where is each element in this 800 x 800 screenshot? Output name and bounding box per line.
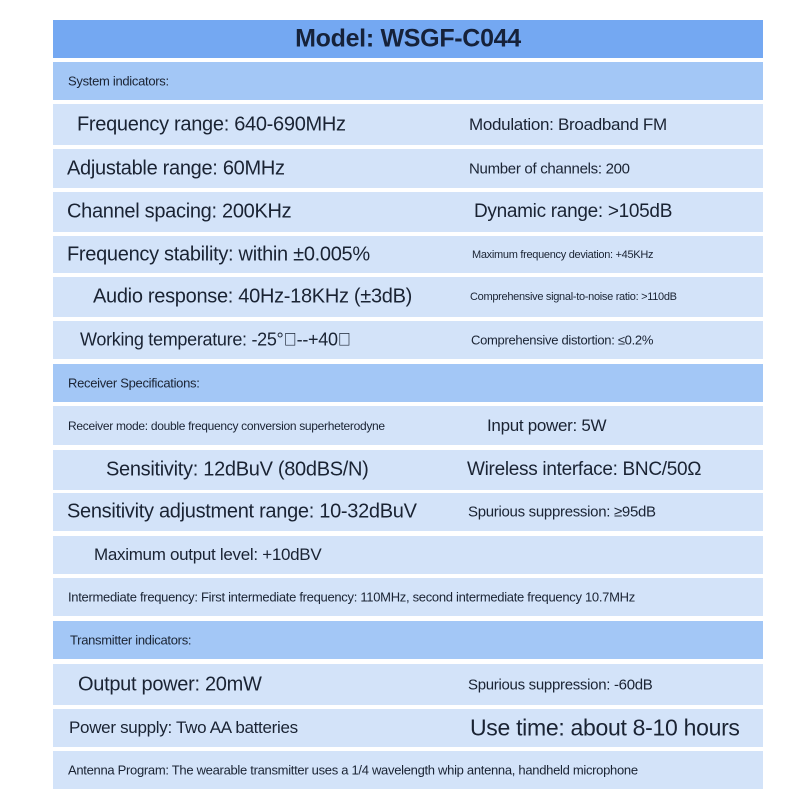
spec-channels: Number of channels: 200 — [469, 160, 630, 177]
spec-row — [53, 709, 763, 747]
spec-row — [53, 149, 763, 188]
model-title: Model: WSGF-C044 — [295, 24, 521, 53]
spec-max-output: Maximum output level: +10dBV — [94, 545, 322, 564]
spec-frequency-stability: Frequency stability: within ±0.005% — [67, 243, 370, 265]
spec-dynamic-range: Dynamic range: >105dB — [474, 201, 673, 222]
spec-frequency-range: Frequency range: 640-690MHz — [77, 113, 346, 135]
model-title-row — [53, 20, 763, 58]
spec-row — [53, 277, 763, 317]
spec-distortion: Comprehensive distortion: ≤0.2% — [471, 332, 654, 348]
spec-working-temperature: Working temperature: -25° --+40  — [80, 329, 351, 350]
spec-output-power: Output power: 20mW — [78, 673, 262, 695]
spec-adjustable-range: Adjustable range: 60MHz — [67, 157, 285, 179]
spec-row — [53, 406, 763, 445]
spec-row — [53, 536, 763, 574]
spec-channel-spacing: Channel spacing: 200KHz — [67, 200, 292, 223]
spec-row — [53, 751, 763, 789]
spec-input-power: Input power: 5W — [487, 415, 607, 435]
spec-power-supply: Power supply: Two AA batteries — [69, 718, 298, 737]
spec-row — [53, 321, 763, 359]
section-heading: Transmitter indicators: — [70, 632, 192, 648]
spec-antenna: Antenna Program: The wearable transmitter uses a 1/4 wavelength whip antenna, handheld microphone — [68, 762, 638, 778]
spec-audio-response: Audio response: 40Hz-18KHz (±3dB) — [93, 285, 413, 308]
system-section-header — [53, 62, 763, 100]
section-heading: Receiver Specifications: — [68, 375, 200, 391]
spec-wireless-interface: Wireless interface: BNC/50Ω — [467, 459, 702, 480]
spec-intermediate-frequency: Intermediate frequency: First intermediate frequency: 110MHz, second intermediate frequency 10.7MHz — [68, 589, 635, 605]
spec-sensitivity: Sensitivity: 12dBuV (80dBS/N) — [106, 458, 369, 481]
spec-row — [53, 578, 763, 616]
transmitter-section-header — [53, 621, 763, 659]
spec-use-time: Use time: about 8-10 hours — [470, 714, 740, 741]
spec-modulation: Modulation: Broadband FM — [469, 114, 667, 134]
spec-sensitivity-adjustment: Sensitivity adjustment range: 10-32dBuV — [67, 500, 417, 523]
spec-row — [53, 493, 763, 531]
spec-transmitter-spurious: Spurious suppression: -60dB — [468, 676, 653, 693]
spec-row — [53, 450, 763, 490]
spec-row — [53, 104, 763, 145]
spec-receiver-spurious: Spurious suppression: ≥95dB — [468, 503, 656, 521]
receiver-section-header — [53, 364, 763, 402]
spec-receiver-mode: Receiver mode: double frequency conversion superheterodyne — [68, 418, 385, 433]
spec-snr: Comprehensive signal-to-noise ratio: >110dB — [470, 291, 677, 303]
spec-row — [53, 664, 763, 705]
spec-max-deviation: Maximum frequency deviation: +45KHz — [472, 248, 654, 261]
section-heading: System indicators: — [68, 73, 169, 89]
spec-row — [53, 192, 763, 232]
spec-row — [53, 236, 763, 273]
